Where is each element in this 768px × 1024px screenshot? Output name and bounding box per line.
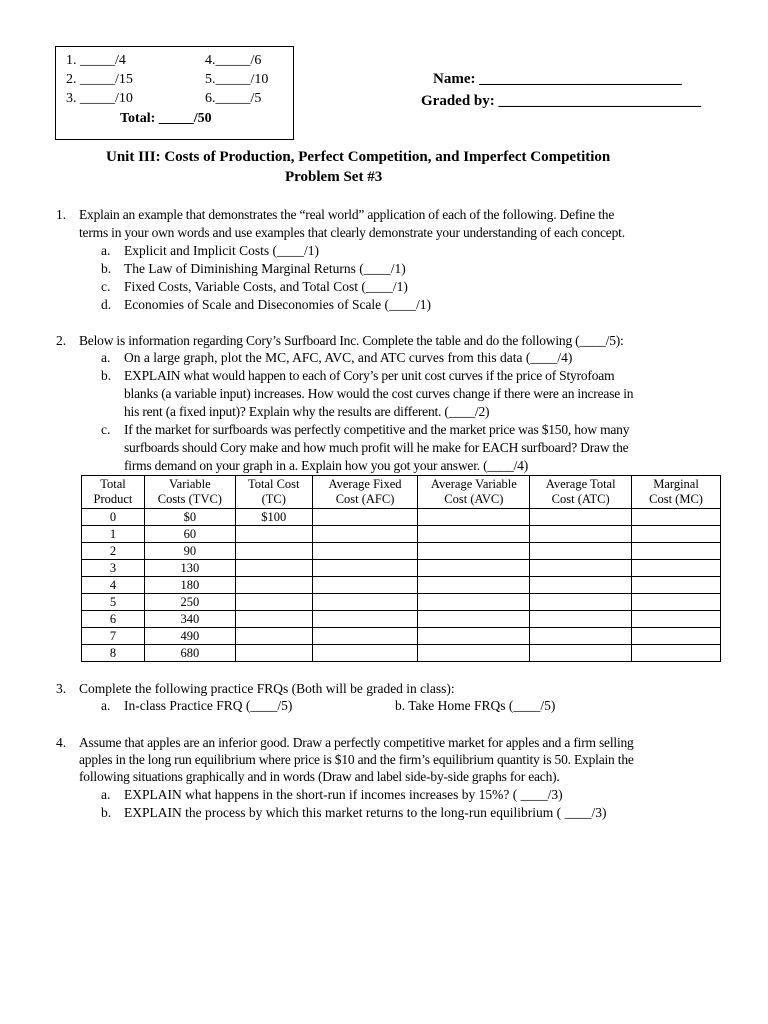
score-q1: 1. _____/4 [66,53,126,68]
table-row [82,628,721,645]
table-cell-total-product: 0 [82,509,145,526]
score-q5: 5._____/10 [205,72,269,87]
table-row [82,560,721,577]
cost-table [81,475,721,662]
table-row [82,526,721,543]
q2-b-line2: blanks (a variable input) increases. How would the cost curves change if there were an increase in [124,386,634,401]
table-body [82,509,721,662]
table-cell-total-product: 1 [82,526,145,543]
table-cell-total-product: 3 [82,560,145,577]
score-box [55,46,294,140]
q2-a-letter: a. [101,350,111,365]
table-cell-mc[interactable] [632,611,721,628]
table-cell-tc[interactable] [235,645,312,662]
table-row [82,543,721,560]
score-q3: 3. _____/10 [66,91,133,106]
table-cell-afc[interactable] [312,509,418,526]
table-cell-avc[interactable] [418,509,530,526]
table-cell-total-product: 5 [82,594,145,611]
table-cell-atc[interactable] [530,543,632,560]
score-q6: 6._____/5 [205,91,262,106]
table-cell-tc[interactable] [235,543,312,560]
table-cell-total-product: 8 [82,645,145,662]
table-header-total-product: Total Product [82,476,145,509]
table-cell-avc[interactable] [418,594,530,611]
table-cell-tc: $100 [235,509,312,526]
q2-text-line1: Below is information regarding Cory’s Surfboard Inc. Complete the table and do the following (____/5): [79,333,624,348]
table-cell-atc[interactable] [530,611,632,628]
table-cell-afc[interactable] [312,577,418,594]
table-cell-tvc: 60 [144,526,235,543]
table-cell-tvc: 90 [144,543,235,560]
q1-d-letter: d. [101,297,112,312]
table-cell-atc[interactable] [530,560,632,577]
table-row [82,594,721,611]
q1-d-text: Economies of Scale and Diseconomies of Scale (____/1) [124,297,432,312]
page-subtitle: Problem Set #3 [285,169,383,185]
table-cell-tc[interactable] [235,611,312,628]
table-cell-tc[interactable] [235,594,312,611]
table-cell-afc[interactable] [312,628,418,645]
table-cell-tvc: 130 [144,560,235,577]
table-cell-avc[interactable] [418,543,530,560]
table-header-tc: Total Cost (TC) [235,476,312,509]
table-header-afc: Average Fixed Cost (AFC) [312,476,418,509]
q2-c-letter: c. [101,422,111,437]
q3-a-text: In-class Practice FRQ (____/5) [124,698,293,713]
table-cell-afc[interactable] [312,594,418,611]
table-cell-tvc: 250 [144,594,235,611]
q4-a-letter: a. [101,787,111,802]
q2-b-line3: his rent (a fixed input)? Explain why the results are different. (____/2) [124,404,490,419]
q4-number: 4. [56,735,67,750]
table-cell-tvc: 180 [144,577,235,594]
table-cell-mc[interactable] [632,526,721,543]
table-cell-total-product: 7 [82,628,145,645]
table-cell-mc[interactable] [632,560,721,577]
table-cell-avc[interactable] [418,645,530,662]
table-row [82,577,721,594]
table-header-avc: Average Variable Cost (AVC) [418,476,530,509]
name-field[interactable]: Name: ___________________________ [433,71,682,87]
q2-c-line2: surfboards should Cory make and how much profit will he make for EACH surfboard? Draw the [124,440,629,455]
table-cell-tc[interactable] [235,526,312,543]
table-cell-avc[interactable] [418,628,530,645]
q1-text-line2: terms in your own words and use examples that clearly demonstrate your understanding of each concept. [79,225,625,240]
table-cell-afc[interactable] [312,543,418,560]
q2-c-line1: If the market for surfboards was perfectly competitive and the market price was $150, how many [124,422,630,437]
table-cell-mc[interactable] [632,509,721,526]
table-cell-afc[interactable] [312,560,418,577]
table-row [82,509,721,526]
table-row [82,645,721,662]
page-title: Unit III: Costs of Production, Perfect Competition, and Imperfect Competition [106,149,611,165]
table-cell-avc[interactable] [418,611,530,628]
table-cell-total-product: 6 [82,611,145,628]
table-cell-total-product: 2 [82,543,145,560]
table-cell-atc[interactable] [530,645,632,662]
q3-a-letter: a. [101,698,111,713]
table-header-tvc: Variable Costs (TVC) [144,476,235,509]
q1-b-letter: b. [101,261,112,276]
q2-b-letter: b. [101,368,112,383]
table-cell-afc[interactable] [312,611,418,628]
q3-text: Complete the following practice FRQs (Both will be graded in class): [79,681,455,696]
table-cell-avc[interactable] [418,560,530,577]
score-q2: 2. _____/15 [66,72,133,87]
q1-c-letter: c. [101,279,111,294]
graded-by-field[interactable]: Graded by: ___________________________ [421,93,702,109]
q1-text-line1: Explain an example that demonstrates the “real world” application of each of the following. Define the [79,207,615,222]
table-cell-tvc: 680 [144,645,235,662]
q2-a-text: On a large graph, plot the MC, AFC, AVC, and ATC curves from this data (____/4) [124,350,573,365]
q2-c-line3: firms demand on your graph in a. Explain how you got your answer. (____/4) [124,458,528,473]
table-cell-avc[interactable] [418,577,530,594]
table-cell-afc[interactable] [312,526,418,543]
table-cell-mc[interactable] [632,577,721,594]
q3-number: 3. [56,681,67,696]
table-cell-tc[interactable] [235,560,312,577]
table-cell-tvc: 340 [144,611,235,628]
score-q4: 4._____/6 [205,53,262,68]
table-cell-mc[interactable] [632,543,721,560]
q1-a-letter: a. [101,243,111,258]
table-cell-mc[interactable] [632,645,721,662]
q1-b-text: The Law of Diminishing Marginal Returns (____/1) [124,261,406,276]
score-total: Total: _____/50 [120,111,212,126]
q2-number: 2. [56,333,67,348]
q2-b-line1: EXPLAIN what would happen to each of Cory’s per unit cost curves if the price of Styrofoam [124,368,615,383]
q4-a-text: EXPLAIN what happens in the short-run if incomes increases by 15%? ( ____/3) [124,787,563,802]
table-header-mc: Marginal Cost (MC) [632,476,721,509]
q4-b-letter: b. [101,805,112,820]
table-cell-tvc: 490 [144,628,235,645]
table-header-atc: Average Total Cost (ATC) [530,476,632,509]
table-cell-total-product: 4 [82,577,145,594]
q4-b-text: EXPLAIN the process by which this market returns to the long-run equilibrium ( ____/3) [124,805,607,820]
table-cell-tc[interactable] [235,628,312,645]
table-header-row [82,476,721,509]
q1-number: 1. [56,207,67,222]
table-cell-tvc: $0 [144,509,235,526]
q3-b-text: b. Take Home FRQs (____/5) [395,698,556,713]
table-cell-afc[interactable] [312,645,418,662]
table-cell-atc[interactable] [530,594,632,611]
q4-text-line1: Assume that apples are an inferior good. Draw a perfectly competitive market for apples and a firm selling [79,735,634,750]
table-cell-atc[interactable] [530,509,632,526]
q4-text-line2: apples in the long run equilibrium where price is $10 and the firm’s equilibrium quantity is 50. Explain the [79,752,634,767]
table-cell-mc[interactable] [632,628,721,645]
table-cell-atc[interactable] [530,628,632,645]
table-cell-atc[interactable] [530,577,632,594]
table-cell-mc[interactable] [632,594,721,611]
table-cell-avc[interactable] [418,526,530,543]
q1-c-text: Fixed Costs, Variable Costs, and Total Cost (____/1) [124,279,408,294]
q1-a-text: Explicit and Implicit Costs (____/1) [124,243,319,258]
q4-text-line3: following situations graphically and in words (Draw and label side-by-side graphs for each). [79,769,560,784]
table-cell-atc[interactable] [530,526,632,543]
table-row [82,611,721,628]
table-cell-tc[interactable] [235,577,312,594]
